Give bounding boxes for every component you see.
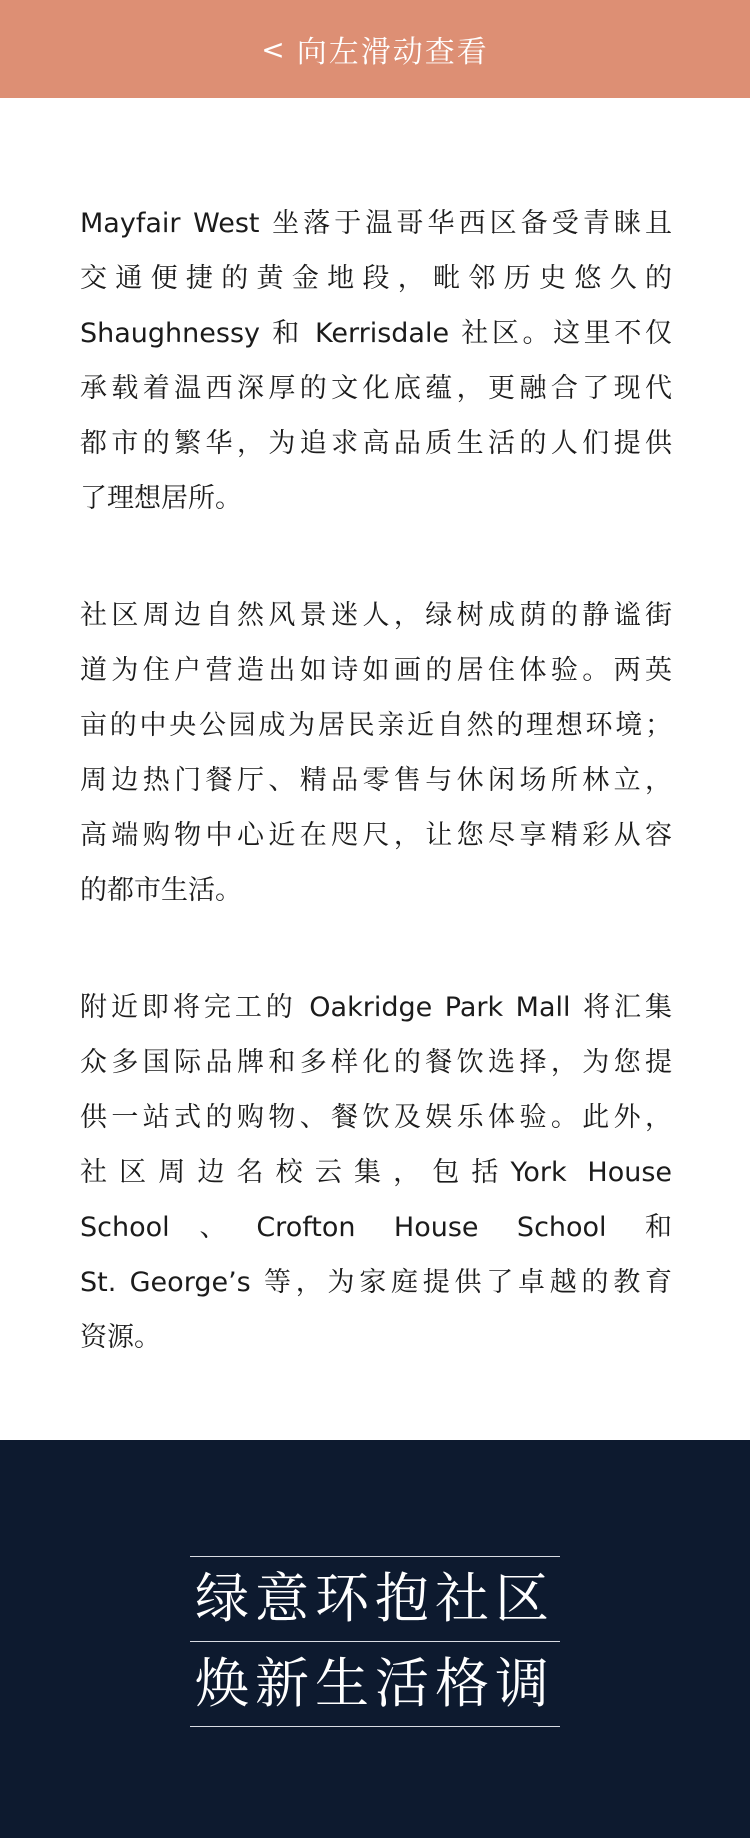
text-line: 高端购物中心近在咫尺，让您尽享精彩从容: [80, 820, 672, 851]
text-line: 交通便捷的黄金地段，毗邻历史悠久的: [80, 263, 672, 294]
text-line: Shaughnessy 和 Kerrisdale 社区。这里不仅: [80, 318, 672, 349]
swipe-hint-text: 向左滑动查看: [296, 35, 489, 70]
paragraph-environment: [80, 588, 672, 918]
chevron-left-icon: <: [261, 32, 287, 66]
text-line: 众多国际品牌和多样化的餐饮选择，为您提: [80, 1047, 672, 1078]
text-line: 周边热门餐厅、精品零售与休闲场所林立，: [80, 765, 672, 796]
text-line: 承载着温西深厚的文化底蕴，更融合了现代: [80, 373, 672, 404]
text-line: 社区周边自然风景迷人，绿树成荫的静谧街: [80, 600, 672, 631]
text-line: Mayfair West 坐落于温哥华西区备受青睐且: [80, 208, 672, 239]
text-line: 道为住户营造出如诗如画的居住体验。两英: [80, 655, 672, 686]
paragraph-amenities: [80, 980, 672, 1365]
text-line: 的都市生活。: [80, 875, 242, 906]
article-body: [80, 196, 672, 1427]
swipe-hint-banner: [0, 0, 750, 98]
text-line: 都市的繁华，为追求高品质生活的人们提供: [80, 428, 672, 459]
heading-line-1: 绿意环抱社区: [195, 1567, 555, 1630]
text-line: 亩的中央公园成为居民亲近自然的理想环境；: [80, 710, 672, 741]
paragraph-location: [80, 196, 672, 526]
text-line: 社区周边名校云集，包括York House: [80, 1157, 672, 1188]
divider: [190, 1726, 560, 1727]
text-line: St. George’s 等，为家庭提供了卓越的教育: [80, 1267, 672, 1298]
footer-heading: [190, 1556, 560, 1727]
text-line: 附近即将完工的 Oakridge Park Mall 将汇集: [80, 992, 672, 1023]
text-line: 了理想居所。: [80, 483, 242, 514]
text-line: 供一站式的购物、餐饮及娱乐体验。此外，: [80, 1102, 672, 1133]
text-line: School、Crofton House School 和: [80, 1212, 672, 1243]
heading-line-2: 焕新生活格调: [195, 1652, 555, 1715]
text-line: 资源。: [80, 1322, 161, 1353]
